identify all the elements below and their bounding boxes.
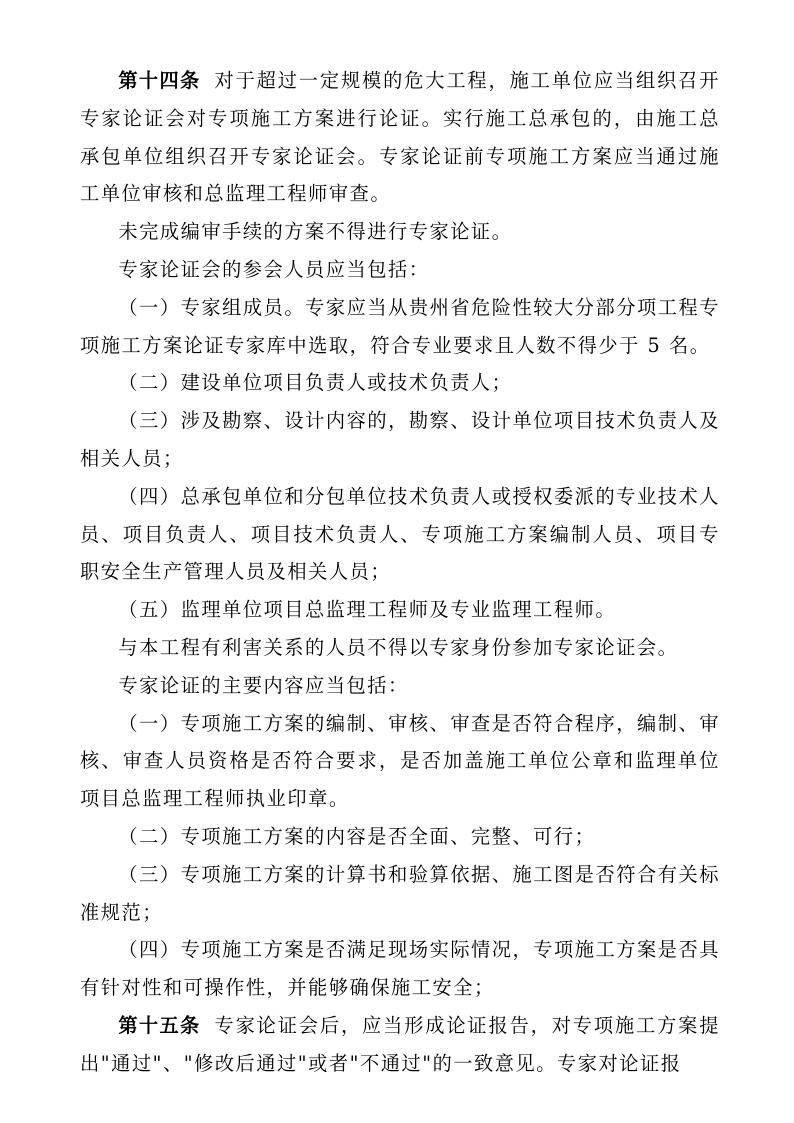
paragraph-text: （一）专家组成员。专家应当从贵州省危险性较大分部分项工程专项施工方案论证专家库中选取，符合专业要求且人数不得少于 5 名。 — [80, 295, 720, 357]
document-body — [80, 62, 720, 1083]
list-item — [80, 289, 720, 365]
list-item — [80, 705, 720, 818]
paragraph-text: （五）监理单位项目总监理工程师及专业监理工程师。 — [118, 598, 617, 622]
paragraph-text: 专家论证会的参会人员应当包括： — [118, 257, 430, 281]
list-item — [80, 856, 720, 932]
article-heading: 第十五条 — [118, 1013, 201, 1037]
paragraph-text: 专家论证的主要内容应当包括： — [118, 673, 409, 697]
list-item — [80, 478, 720, 591]
article-14-paragraph — [80, 62, 720, 213]
paragraph-text: （四）总承包单位和分包单位技术负责人或授权委派的专业技术人员、项目负责人、项目技术负责人、专项施工方案编制人员、项目专职安全生产管理人员及相关人员； — [80, 484, 720, 584]
paragraph-text: （四）专项施工方案是否满足现场实际情况，专项施工方案是否具有针对性和可操作性，并能够确保施工安全； — [80, 938, 720, 1000]
paragraph-text: 专家论证会后，应当形成论证报告，对专项施工方案提出"通过"、"修改后通过"或者"不通过"的一致意见。专家对论证报 — [80, 1013, 720, 1075]
list-item — [80, 591, 720, 629]
list-item — [80, 402, 720, 478]
article-heading: 第十四条 — [118, 69, 201, 92]
list-item — [80, 818, 720, 856]
paragraph-text: （三）专项施工方案的计算书和验算依据、施工图是否符合有关标准规范； — [80, 862, 720, 924]
article-15-paragraph — [80, 1007, 720, 1083]
paragraph-text: （三）涉及勘察、设计内容的，勘察、设计单位项目技术负责人及相关人员； — [80, 409, 720, 470]
paragraph-text: 未完成编审手续的方案不得进行专家论证。 — [118, 220, 513, 244]
paragraph-text: （一）专项施工方案的编制、审核、审查是否符合程序，编制、审核、审查人员资格是否符合要求，是否加盖施工单位公章和监理单位项目总监理工程师执业印章。 — [80, 711, 720, 811]
paragraph-text: （二）专项施工方案的内容是否全面、完整、可行； — [118, 824, 596, 848]
paragraph-text: （二）建设单位项目负责人或技术负责人； — [118, 371, 513, 395]
paragraph — [80, 667, 720, 705]
paragraph — [80, 213, 720, 251]
list-item — [80, 931, 720, 1007]
paragraph — [80, 251, 720, 289]
paragraph-text: 对于超过一定规模的危大工程，施工单位应当组织召开专家论证会对专项施工方案进行论证。实行施工总承包的，由施工总承包单位组织召开专家论证会。专家论证前专项施工方案应当通过施工单位审核和总监理工程师审查。 — [80, 69, 720, 206]
paragraph — [80, 629, 720, 667]
paragraph-text: 与本工程有利害关系的人员不得以专家身份参加专家论证会。 — [118, 635, 679, 659]
list-item — [80, 364, 720, 402]
